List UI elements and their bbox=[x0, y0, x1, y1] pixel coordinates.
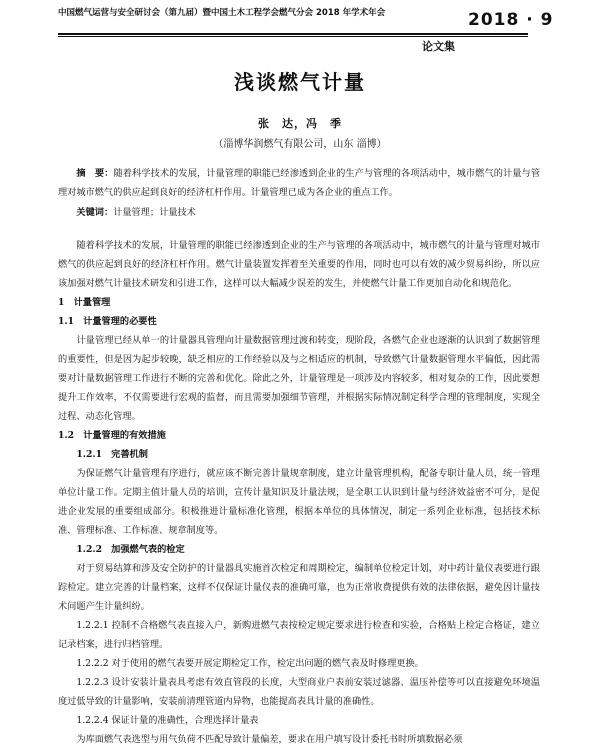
paragraph: 计量管理已经从单一的计量器具管理向计量数据管理过渡和转变，现阶段，各燃气企业也逐渐的认识到了数据管理的重要性，但是因为起步较晚，缺乏相应的工作经验以及与之相适应的机制，导致燃气计量数据管理水平偏低，因此需要对计量数据管理工作进行不断的完善和优化。除此之外，计量管理是一项涉及内容较多，相对复杂的工作，因此要想提升工作效率，不仅需要进行宏观的监督，而且需要加强细节管理，并根据实际情况制定科学合理的管理制度，实现全过程、动态化管理。 bbox=[58, 335, 540, 422]
paragraph: 为库面燃气表选型与用气负荷不匹配导致计量偏差，要求在用户填写设计委托书时所填数据必须 bbox=[76, 734, 463, 745]
affiliation: （淄博华润燃气有限公司，山东 淄博） bbox=[213, 139, 387, 150]
subsubsection-heading: 1.2.2 加强燃气表的检定 bbox=[76, 544, 185, 555]
abstract-label: 摘 要： bbox=[76, 168, 114, 179]
year-label: 2018 · 9 bbox=[468, 10, 554, 30]
paper-title: 浅谈燃气计量 bbox=[234, 70, 366, 94]
abstract-text: 随着科学技术的发展，计量管理的职能已经渗透到企业的生产与管理的各项活动中，城市燃气的计量与管理对城市燃气的供应起到良好的经济杠杆作用。计量管理已成为各企业的重点工作。 bbox=[58, 168, 541, 198]
corner-label: 论文集 bbox=[422, 40, 455, 53]
section-heading: 1 计量管理 bbox=[58, 297, 111, 308]
subsection-heading: 1.1 计量管理的必要性 bbox=[58, 316, 157, 327]
intro-paragraph: 随着科学技术的发展，计量管理的职能已经渗透到企业的生产与管理的各项活动中，城市燃气的计量与管理对城市燃气的供应起到良好的经济杠杆作用。燃气计量装置发挥着至关重要的作用，同时也可以有效的减少贸易纠纷，所以应该加强对燃气计量技术研发和引进工作，这样可以大幅减少误差的发生，并使燃气计量工作更加自动化和规范化。 bbox=[58, 240, 540, 289]
authors: 张 达，冯 季 bbox=[258, 117, 342, 130]
subsection-heading: 1.2 计量管理的有效措施 bbox=[58, 430, 166, 441]
list-item-heading: 1.2.2.4 保证计量的准确性，合理选择计量表 bbox=[76, 715, 259, 726]
keywords bbox=[58, 203, 540, 222]
keywords-text: 计量管理；计量技术 bbox=[113, 207, 196, 218]
list-item: 1.2.2.1 控制不合格燃气表直接入户，新购进燃气表按检定规定要求进行检查和实验，合格贴上检定合格证，建立记录档案，进行归档管理。 bbox=[58, 620, 540, 650]
list-item: 1.2.2.2 对于使用的燃气表要开展定期检定工作，检定出问题的燃气表及时修理更换。 bbox=[76, 658, 424, 669]
body-text bbox=[58, 236, 540, 749]
abstract bbox=[58, 164, 540, 202]
running-head: 中国燃气运营与安全研讨会（第九届）暨中国土木工程学会燃气分会 2018 年学术年会 bbox=[58, 8, 386, 18]
keywords-label: 关键词： bbox=[76, 207, 114, 218]
paragraph: 为保证燃气计量管理有序进行，就应该不断完善计量规章制度，建立计量管理机构，配备专职计量人员，统一管理单位计量工作。定期主值计量人员的培训，宣传计量知识及计量法规，是全职工认识到计量与经济效益密不可分，是促进企业发展的重要组成部分。积极推进计量标准化管理，根据本单位的具体情况，制定一系列企业标准，包括技术标准、管理标准、工作标准、规章制度等。 bbox=[58, 468, 540, 536]
paragraph: 对于贸易结算和涉及安全防护的计量器具实施首次检定和周期检定，编制单位检定计划，对中药计量仪表要进行跟踪检定。建立完善的计量档案，这样不仅保证计量仪表的准确可靠，也为正常收费提供有效的法律依据，避免因计量技术问题产生计量纠纷。 bbox=[58, 563, 540, 612]
subsubsection-heading: 1.2.1 完善机制 bbox=[76, 449, 148, 460]
list-item: 1.2.2.3 设计安装计量表具考虑有效直管段的长度，大型商业户表前安装过滤器、温压补偿等可以直接避免环境温度过低导致的计量影响，安装前清理管道内异物，也能提高表具计量的准确性。 bbox=[58, 677, 540, 707]
header-rule bbox=[58, 33, 528, 35]
header-rule-thin bbox=[58, 36, 528, 37]
